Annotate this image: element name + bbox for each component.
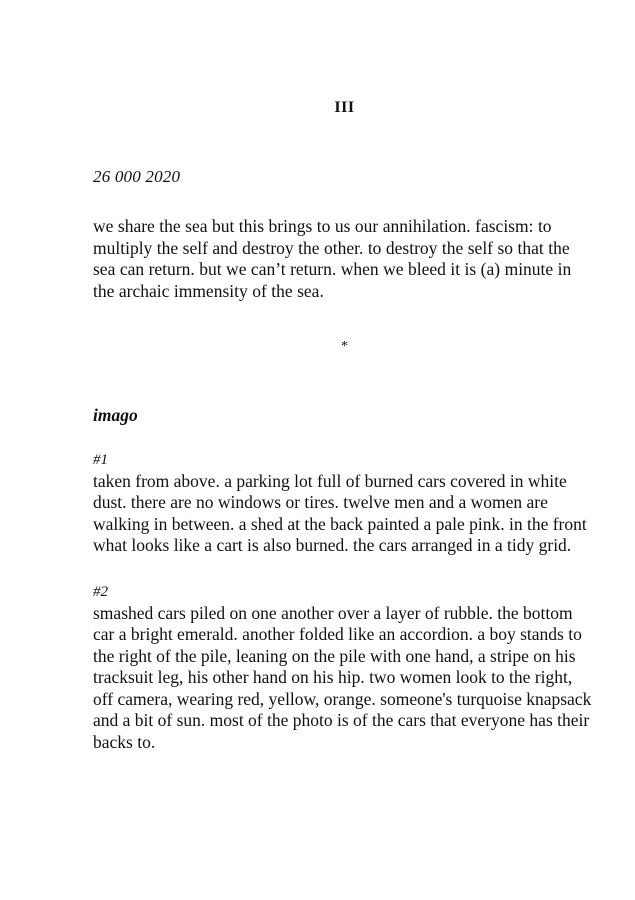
entry-body: smashed cars piled on one another over a layer of rubble. the bottom car a bright emerald. another folded like an accordion. a boy stands to the right of the pile, leaning on the pile with one hand, a stripe on his tracksuit leg, his other hand on his hip. two women look to the right, off camera, wearing red, yellow, orange. someone's turquoise knapsack and a bit of sun. most of the photo is of the cars that everyone has their backs to. bbox=[93, 602, 592, 752]
asterisk-divider: * bbox=[341, 339, 348, 354]
list-item bbox=[93, 425, 596, 557]
opening-paragraph: we share the sea but this brings to us our annihilation. fascism: to multiply the self and destroy the other. to destroy the self so that the sea can return. but we can’t return. when we bleed it is (a) minute in the archaic immensity of the sea. bbox=[93, 216, 572, 301]
subsection-title-imago: imago bbox=[93, 405, 138, 425]
dateline: 26 000 2020 bbox=[93, 167, 181, 186]
entry-body: taken from above. a parking lot full of burned cars covered in white dust. there are no windows or tires. twelve men and a women are walking in between. a shed at the back painted a pale pink. in the front what looks like a cart is also burned. the cars arranged in a tidy grid. bbox=[93, 470, 587, 555]
list-item bbox=[93, 557, 596, 754]
section-numeral: III bbox=[334, 99, 355, 116]
page-content bbox=[93, 0, 596, 753]
entry-label: #1 bbox=[93, 451, 108, 468]
entry-label: #2 bbox=[93, 583, 108, 600]
